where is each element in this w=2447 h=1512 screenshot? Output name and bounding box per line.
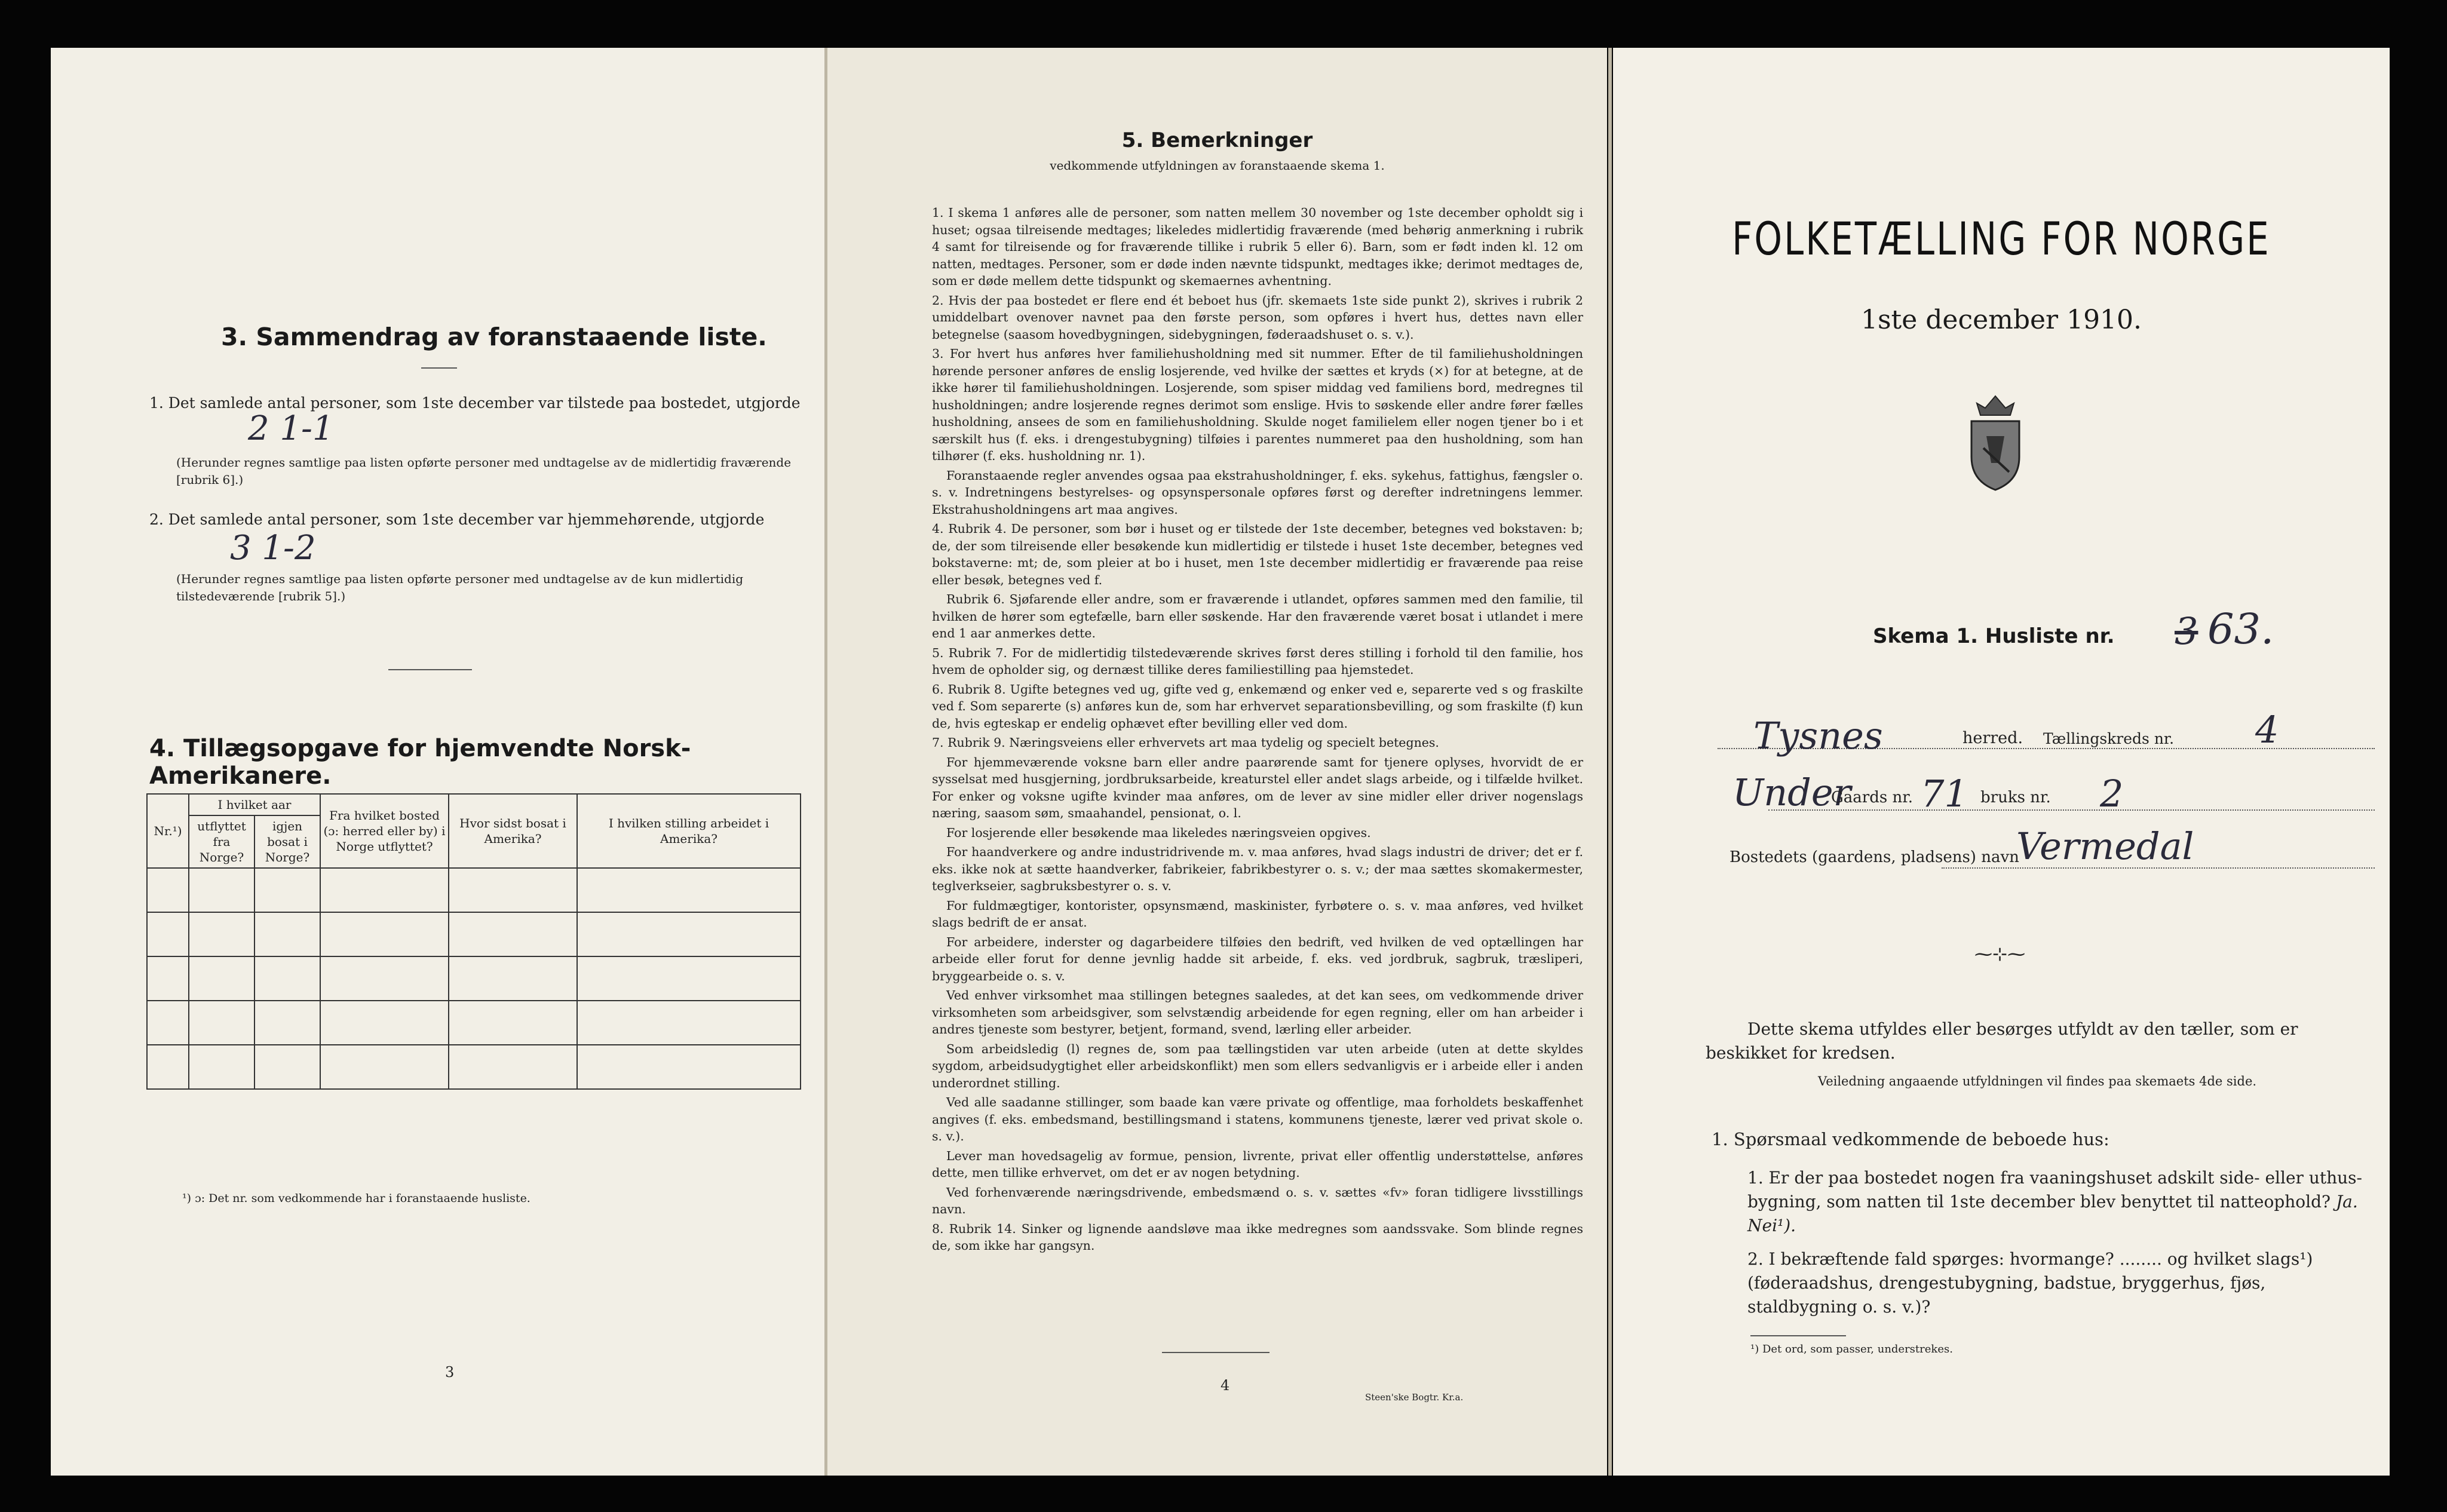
q1-title: 1. Spørsmaal vedkommende de beboede hus: — [1712, 1129, 2109, 1149]
table-row — [147, 1045, 801, 1089]
footnote-divider — [1750, 1335, 1846, 1336]
skema-label: Skema 1. Husliste nr. — [1873, 624, 2115, 648]
intro-note: Veiledning angaaende utfyldningen vil findes paa skemaets 4de side. — [1817, 1074, 2257, 1088]
remark-7j: Ved forhenværende næringsdrivende, embedsmænd o. s. v. sættes «fv» foran tidligere livsstillings navn. — [932, 1185, 1583, 1216]
remark-7g: Som arbeidsledig (l) regnes de, som paa tællingstiden var uten arbeide (uten at dette skyldes sygdom, arbeidsudygtighet eller arbeidskonflikt) men som ellers sedvanligvis er i arbeide eller i anden underordnet stilling. — [932, 1041, 1583, 1090]
form-title: FOLKETÆLLING FOR NORGE — [1732, 212, 2271, 265]
section3-title: 3. Sammendrag av foranstaaende liste. — [221, 323, 767, 351]
gaard-prefix: Under — [1732, 771, 1851, 814]
col-nr: Nr.¹) — [147, 794, 189, 868]
middle-page — [827, 48, 1607, 1476]
table-row — [147, 1001, 801, 1045]
right-page — [1613, 48, 2390, 1476]
form-date: 1ste december 1910. — [1860, 305, 2142, 335]
q1-2: 2. I bekræftende fald spørges: hvormange? ........ og hvilket slags¹) (føderaadshus, drengestubygning, badstue, bryggerhus, fjøs, staldbygning o. s. v.)? — [1747, 1249, 2313, 1317]
remark-7h: Ved alle saadanne stillinger, som baade kan være private og offentlige, maa forholdets beskaffenhet angives (f. eks. embedsmand, bestillingsmand i statens, kommunens tjeneste, lærer ved privat skole o. s. v.). — [932, 1095, 1583, 1143]
item2-value: 3 1-2 — [230, 529, 316, 568]
col-emigrated: utflyttet fra Norge? — [189, 815, 254, 868]
remark-7c: For haandverkere og andre industridrivende m. v. maa anføres, hvad slags industri de driver; det er f. eks. ikke nok at sætte haandverker, fabrikeier, fabrikbestyrer o. s. v.; der maa sættes skomakermester, teglverkseier, sagbruksbestyrer o. s. v. — [932, 845, 1583, 893]
gaard-line — [1768, 809, 2375, 811]
remark-7b: For losjerende eller besøkende maa likeledes næringsveien opgives. — [946, 825, 1371, 840]
page-number-3: 3 — [445, 1364, 455, 1381]
remarks-title: 5. Bemerkninger — [1121, 128, 1313, 152]
bruk-label: bruks nr. — [1980, 789, 2051, 806]
norsk-amerikanere-table — [146, 793, 801, 1090]
col-where: Hvor sidst bosat i Amerika? — [449, 794, 577, 868]
remark-4b: Rubrik 6. Sjøfarende eller andre, som er fraværende i utlandet, opføres sammen med den familie, til hvilken de hører som egtefælle, barn eller søskende. Har den fraværende været bosat i utlandet i mere end 1 aar anmerkes dette. — [932, 592, 1583, 640]
section4-footnote: ¹) ɔ: Det nr. som vedkommende har i foranstaaende husliste. — [182, 1192, 531, 1205]
bosted-value: Vermedal — [2016, 824, 2194, 868]
table-row — [147, 956, 801, 1001]
remark-2: 2. Hvis der paa bostedet er flere end ét beboet hus (jfr. skemaets 1ste side punkt 2), skrives i rubrik 2 umiddelbart ovenover navnet paa den første person, som opføres i hvert hus, dettes navn eller betegnelse (saasom hovedbygningen, sidebygningen, føderaadshuset o. s. v.). — [932, 293, 1583, 342]
remark-7a: For hjemmeværende voksne barn eller andre paarørende samt for tjenere oplyses, hvorvidt de er sysselsat med husgjerning, jordbruksarbeide, kreaturstel eller andet slags arbeide, og i tilfælde hvilket. For enker og voksne ugifte kvinder maa anføres, om de lever av sine midler eller driver nogenslags næring, saasom søm, smaahandel, pensionat, o. l. — [932, 755, 1583, 820]
item2-note: (Herunder regnes samtlige paa listen opførte personer med undtagelse av de kun midlertidig tilstedeværende [rubrik 5].) — [176, 572, 744, 603]
q1-1-answer: Ja. Nei¹). — [1747, 1192, 2358, 1235]
divider — [388, 669, 472, 670]
remark-7f: Ved enhver virksomhet maa stillingen betegnes saaledes, at det kan sees, om vedkommende driver virksomheten som arbeidsgiver, som selvstændig arbeidende for egen regning, eller om han arbeider i andres tjeneste som bestyrer, betjent, formand, svend, lærling eller arbeider. — [932, 988, 1583, 1036]
item1-value: 2 1-1 — [248, 409, 334, 448]
section3-item2 — [149, 508, 801, 532]
gaard-label: Gaards nr. — [1831, 789, 1914, 806]
intro-text: Dette skema utfyldes eller besørges utfyldt av den tæller, som er beskikket for kredsen. — [1706, 1019, 2298, 1063]
remark-6: 6. Rubrik 8. Ugifte betegnes ved ug, gifte ved g, enkemænd og enker ved e, separerte ved s og fraskilte ved f. Som separerte (s) anføres kun de, som har erhvervet separationsbevilling, og som fraskilte (f) kun de, hvis egteskap er endelig ophævet efter bevilling eller ved dom. — [932, 682, 1583, 731]
page-number-4: 4 — [1221, 1377, 1230, 1394]
item2-text: 2. Det samlede antal personer, som 1ste december var hjemmehørende, utgjorde — [149, 511, 765, 528]
husliste-value: 63. — [2207, 605, 2274, 654]
section3-item1 — [149, 391, 801, 415]
remark-3b: Foranstaaende regler anvendes ogsaa paa ekstrahusholdninger, f. eks. sykehus, fattighus, fængsler o. s. v. Indretningens bestyrelses- og opsynspersonale opføres først og derefter indretningens lemmer. Ekstrahusholdningens art maa angives. — [932, 468, 1583, 517]
herred-value: Tysnes — [1753, 714, 1883, 757]
remark-7i: Lever man hovedsagelig av formue, pension, livrente, privat eller offentlig understøttelse, anføres dette, men tillike erhvervet, om det er av nogen betydning. — [932, 1148, 1583, 1180]
remark-3: 3. For hvert hus anføres hver familiehusholdning med sit nummer. Efter de til familiehusholdningen hørende personer anføres de enslig losjerende, ved hvilke der sættes et kryds (×) for at betegne, at de ikke hører til familiehusholdningen. Losjerende, som spiser middag ved familiens bord, medregnes til husholdningen; andre losjerende regnes derimot som enslige. Hvis to søskende eller andre fører fælles husholdning, ansees de som en familiehusholdning. Skulde noget familielem eller nogen tjener bo i et særskilt hus (f. eks. i drengestubygning) tilføies i parentes nummeret paa den husholdning, som han tilhører (f. eks. husholdning nr. 1). — [932, 346, 1583, 463]
table-row — [147, 868, 801, 912]
col-group: I hvilket aar — [189, 794, 320, 815]
table-row — [147, 912, 801, 956]
remarks-subtitle: vedkommende utfyldningen av foranstaaende skema 1. — [1050, 158, 1385, 173]
q1-1-text: 1. Er der paa bostedet nogen fra vaaningshuset adskilt side- eller uthus-bygning, som natten til 1ste december blev benyttet til natteophold? — [1747, 1168, 2362, 1212]
remark-8: 8. Rubrik 14. Sinker og lignende aandsløve maa ikke medregnes som aandssvake. Som blinde regnes de, som ikke har gangsyn. — [932, 1221, 1583, 1253]
remark-5: 5. Rubrik 7. For de midlertidig tilstedeværende skrives først deres stilling i forhold til den familie, hos hvem de opholder sig, og dernæst tillike deres familiestilling paa hjemstedet. — [932, 645, 1583, 677]
remark-7: 7. Rubrik 9. Næringsveiens eller erhvervets art maa tydelig og specielt betegnes. — [932, 735, 1439, 750]
left-page — [51, 48, 824, 1476]
right-footnote: ¹) Det ord, som passer, understrekes. — [1750, 1343, 1953, 1355]
divider — [421, 367, 457, 369]
ornament-divider: ⁓⊹⁓ — [1974, 944, 2026, 965]
herred-label: herred. — [1962, 729, 2023, 747]
printer-mark: Steen'ske Bogtr. Kr.a. — [1365, 1392, 1464, 1403]
item1-note: (Herunder regnes samtlige paa listen opførte personer med undtagelse av de midlertidig fraværende [rubrik 6].) — [176, 455, 792, 487]
divider — [1162, 1352, 1270, 1353]
col-position: I hvilken stilling arbeidet i Amerika? — [577, 794, 801, 868]
coat-of-arms-icon — [1962, 391, 2028, 493]
remarks-body — [932, 204, 1583, 1257]
gaard-value: 71 — [1921, 772, 1968, 815]
bosted-label: Bostedets (gaardens, pladsens) navn — [1730, 848, 2019, 866]
remark-1: 1. I skema 1 anføres alle de personer, som natten mellem 30 november og 1ste december opholdt sig i huset; ogsaa tilreisende medtages; likeledes midlertidig fraværende (med behørig anmerkning i rubrik 4 samt for tilreisende og for fraværende tillike i rubrik 5 eller 6). Barn, som er født inden kl. 12 om natten, medtages. Personer, som er døde inden nævnte tidspunkt, medtages ikke; derimot medtages de, som er døde mellem dette tidspunkt og skemaernes avhentning. — [932, 206, 1583, 288]
remark-4: 4. Rubrik 4. De personer, som bør i huset og er tilstede der 1ste december, betegnes ved bokstaven: b; de, der som tilreisende eller besøkende kun midlertidig er tilstede i huset 1ste december, betegnes ved bokstaverne: mt; de, som pleier at bo i huset, men 1ste december midlertidig er fraværende paa reise eller besøk, betegnes ved f. — [932, 522, 1583, 587]
section4-title: 4. Tillægsopgave for hjemvendte Norsk-Amerikanere. — [149, 735, 691, 790]
remark-7e: For arbeidere, inderster og dagarbeidere tilføies den bedrift, ved hvilken de ved optællingen har arbeide eller forut for denne jevnlig hadde sit arbeide, f. eks. ved jordbruk, sagbruk, træsliperi, bryggearbeide o. s. v. — [932, 934, 1583, 983]
remark-7d: For fuldmægtiger, kontorister, opsynsmænd, maskinister, fyrbøtere o. s. v. maa anføres, ved hvilket slags bedrift de er ansat. — [932, 898, 1583, 930]
bruk-value: 2 — [2100, 772, 2124, 815]
kreds-value: 4 — [2255, 708, 2279, 752]
q1-1 — [1747, 1166, 2372, 1238]
page-fold — [1608, 48, 1612, 1476]
husliste-struck: 3 — [2175, 609, 2198, 653]
col-from: Fra hvilket bosted (ɔ: herred eller by) i Norge utflyttet? — [320, 794, 449, 868]
item1-text: 1. Det samlede antal personer, som 1ste december var tilstede paa bostedet, utgjorde — [149, 394, 801, 412]
kreds-label: Tællingskreds nr. — [2043, 730, 2175, 747]
col-returned: igjen bosat i Norge? — [254, 815, 320, 868]
